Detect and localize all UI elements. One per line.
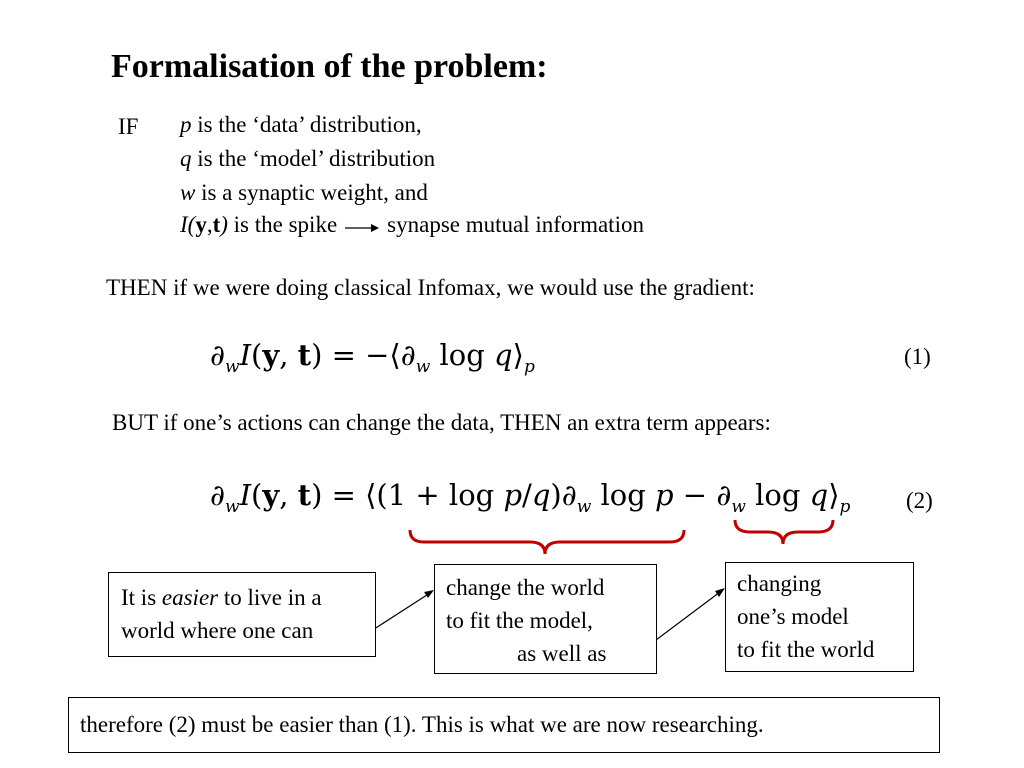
research-text: This is what we are now researching. [421, 712, 764, 737]
pointer-arrow-1-icon [368, 590, 434, 633]
easier-line-1 [121, 581, 375, 614]
condition-p-text: is the ‘data’ distribution, [191, 112, 422, 137]
change-world-line-3: as well as [517, 641, 607, 666]
change-model-line-3: to fit the world [737, 637, 875, 662]
easier-line-2: world where one can [121, 618, 314, 643]
conclusion-box [68, 697, 940, 753]
easier-pre: It is [121, 585, 162, 610]
change-world-line-2: to fit the model, [446, 608, 593, 633]
symbol-comma: , [206, 212, 213, 237]
then-statement: THEN if we were doing classical Infomax, we would use the gradient: [106, 275, 755, 300]
symbol-I-close: ) [220, 212, 228, 237]
easier-box [108, 572, 376, 657]
change-model-line-2: one’s model [737, 604, 849, 629]
spike-text: is the spike [227, 212, 338, 237]
conclusion-text: therefore (2) must be easier than (1). [80, 712, 422, 737]
symbol-q: q [180, 146, 192, 171]
easier-emphasis: easier [161, 585, 219, 610]
equation-1: $\partial_wI(y$, $t) = -⟨\partial_w$ $\log q⟩_p$ [210, 338, 535, 377]
symbol-t: t [212, 212, 221, 237]
if-label: IF [118, 114, 139, 139]
synapse-text: synapse mutual information [387, 212, 644, 237]
symbol-I-open: I( [180, 212, 196, 237]
equation-2: $\partial_wI(y$, t) = ⟨(1 + $\log p/q)\partial_w$ $\log p - \partial_w$ $\log q⟩_p$ [210, 478, 851, 517]
symbol-p: p [180, 112, 192, 137]
easier-post: to live in a [218, 585, 322, 610]
brace-right-icon [735, 520, 833, 544]
page-title: Formalisation of the problem: [111, 48, 548, 85]
change-world-line-1: change the world [446, 575, 605, 600]
change-model-box [725, 562, 914, 672]
condition-w-text: is a synaptic weight, and [195, 180, 428, 205]
symbol-y: y [195, 212, 207, 237]
symbol-w: w [180, 180, 196, 205]
but-statement: BUT if one’s actions can change the data, THEN an extra term appears: [112, 410, 771, 435]
change-world-box [434, 564, 657, 674]
brace-left-icon [410, 530, 684, 554]
equation-1-number: (1) [904, 344, 931, 369]
condition-q-text: is the ‘model’ distribution [191, 146, 436, 171]
equation-2-number: (2) [906, 488, 933, 513]
change-model-line-1: changing [737, 571, 822, 596]
